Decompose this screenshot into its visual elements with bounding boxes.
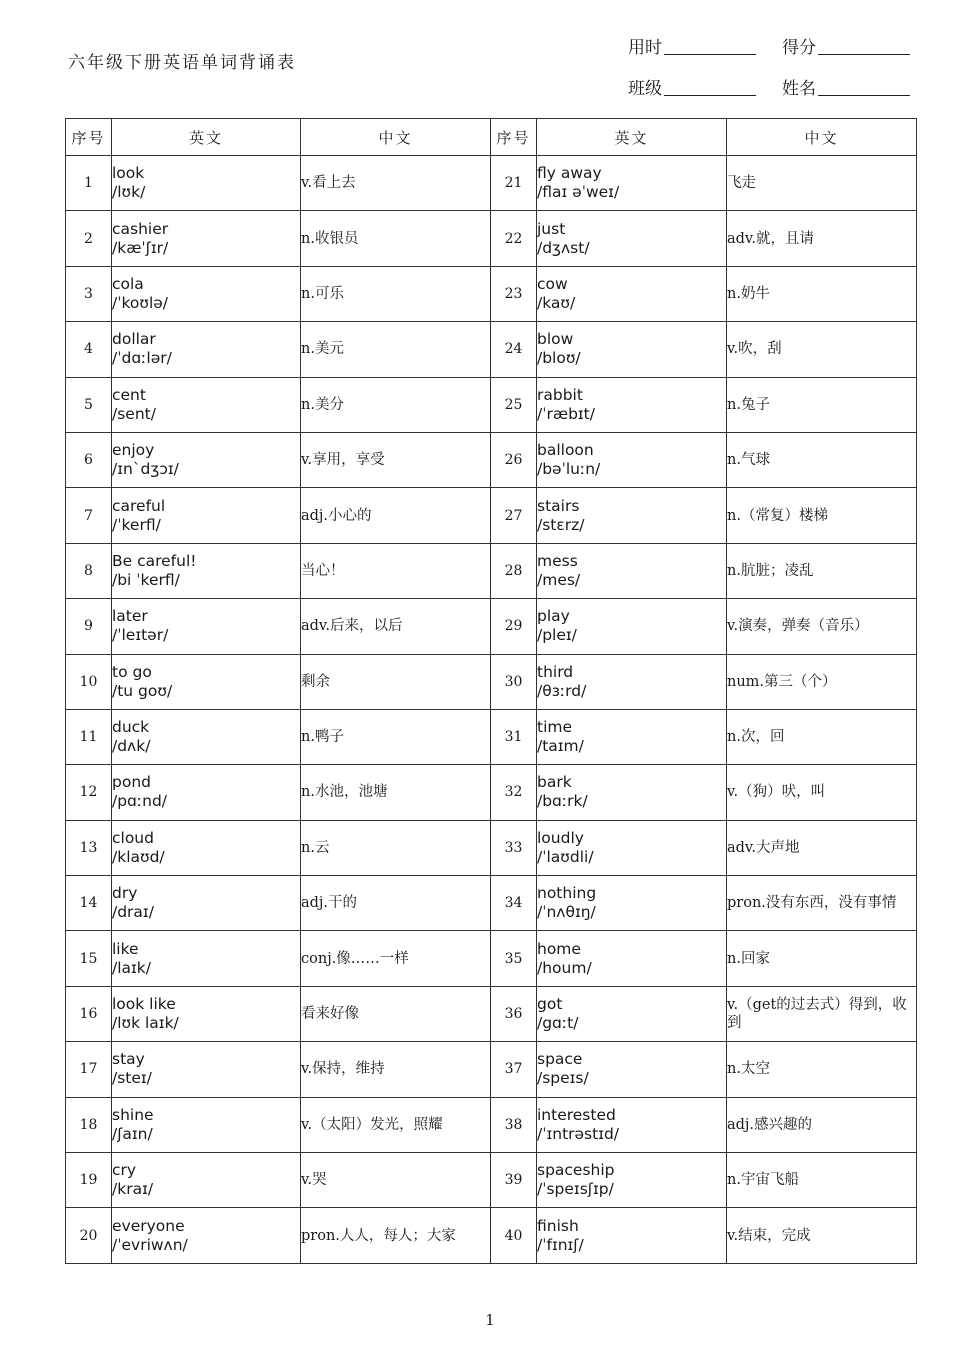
english-word: like: [112, 939, 139, 958]
english-cell: [537, 1153, 727, 1208]
word-number: 30: [491, 654, 537, 709]
phonetic: /bloʊ/: [537, 349, 581, 368]
chinese-meaning: v.（get的过去式）得到，收到: [727, 986, 917, 1041]
english-word: cent: [112, 385, 146, 404]
english-word: mess: [537, 551, 578, 570]
chinese-meaning: n.兔子: [727, 377, 917, 432]
header-en-right: 英文: [537, 119, 727, 156]
phonetic: /ˈnʌθɪŋ/: [537, 903, 596, 922]
english-word: everyone: [112, 1216, 185, 1235]
header-en-left: 英文: [112, 119, 301, 156]
english-cell: [537, 211, 727, 266]
table-row: [66, 322, 917, 377]
chinese-meaning: conj.像……一样: [301, 931, 491, 986]
chinese-meaning: v.看上去: [301, 156, 491, 211]
table-row: [66, 543, 917, 598]
english-cell: [537, 488, 727, 543]
word-number: 3: [66, 266, 112, 321]
english-word: play: [537, 607, 570, 626]
word-number: 26: [491, 432, 537, 487]
word-number: 20: [66, 1208, 112, 1263]
word-number: 33: [491, 820, 537, 875]
phonetic: /kæˈʃɪr/: [112, 238, 169, 257]
chinese-meaning: v.哭: [301, 1153, 491, 1208]
word-number: 19: [66, 1153, 112, 1208]
english-word: to go: [112, 662, 152, 681]
phonetic: /bi ˈkerfl/: [112, 570, 180, 589]
english-word: got: [537, 995, 563, 1014]
english-cell: [112, 654, 301, 709]
english-cell: [537, 820, 727, 875]
phonetic: /bɑːrk/: [537, 792, 588, 811]
english-word: look: [112, 164, 145, 183]
phonetic: /taɪm/: [537, 737, 584, 756]
table-row: [66, 986, 917, 1041]
english-word: later: [112, 607, 148, 626]
table-row: [66, 876, 917, 931]
word-number: 39: [491, 1153, 537, 1208]
english-word: nothing: [537, 884, 597, 903]
english-word: third: [537, 662, 574, 681]
word-number: 7: [66, 488, 112, 543]
phonetic: /flaɪ əˈweɪ/: [537, 183, 620, 202]
english-cell: [537, 599, 727, 654]
english-word: careful: [112, 496, 166, 515]
phonetic: /houm/: [537, 958, 592, 977]
english-cell: [537, 543, 727, 598]
english-cell: [537, 322, 727, 377]
english-word: shine: [112, 1105, 154, 1124]
english-cell: [537, 765, 727, 820]
english-word: Be careful!: [112, 551, 197, 570]
chinese-meaning: n.美分: [301, 377, 491, 432]
phonetic: /ˈkerfl/: [112, 515, 161, 534]
name-label: 姓名: [782, 79, 816, 99]
class-label: 班级: [628, 79, 662, 99]
page-number: 1: [485, 1311, 495, 1329]
phonetic: /ɪnˋdʒɔɪ/: [112, 460, 179, 479]
english-word: stay: [112, 1050, 145, 1069]
english-word: enjoy: [112, 441, 155, 460]
phonetic: /lʊk laɪk/: [112, 1014, 179, 1033]
word-number: 10: [66, 654, 112, 709]
chinese-meaning: n.（常复）楼梯: [727, 488, 917, 543]
word-number: 31: [491, 709, 537, 764]
table-row: [66, 488, 917, 543]
phonetic: /klaʊd/: [112, 847, 165, 866]
english-word: space: [537, 1050, 583, 1069]
chinese-meaning: 看来好像: [301, 986, 491, 1041]
time-field: [628, 33, 756, 58]
phonetic: /speɪs/: [537, 1069, 589, 1088]
chinese-meaning: n.宇宙飞船: [727, 1153, 917, 1208]
chinese-meaning: pron.人人，每人；大家: [301, 1208, 491, 1263]
english-cell: [537, 1208, 727, 1263]
chinese-meaning: adj.感兴趣的: [727, 1097, 917, 1152]
phonetic: /ˈevriwʌn/: [112, 1235, 188, 1254]
english-cell: [112, 765, 301, 820]
english-cell: [537, 931, 727, 986]
english-word: balloon: [537, 441, 594, 460]
phonetic: /bəˈluːn/: [537, 460, 601, 479]
word-number: 35: [491, 931, 537, 986]
english-cell: [537, 1042, 727, 1097]
chinese-meaning: adv.后来，以后: [301, 599, 491, 654]
english-word: stairs: [537, 496, 580, 515]
table-row: [66, 654, 917, 709]
english-cell: [112, 599, 301, 654]
header-zh-right: 中文: [727, 119, 917, 156]
phonetic: /sent/: [112, 404, 156, 423]
worksheet-title: 六年级下册英语单词背诵表: [68, 53, 296, 73]
phonetic: /dʒʌst/: [537, 238, 590, 257]
chinese-meaning: n.次，回: [727, 709, 917, 764]
english-cell: [112, 432, 301, 487]
chinese-meaning: n.回家: [727, 931, 917, 986]
english-word: duck: [112, 718, 150, 737]
english-cell: [112, 488, 301, 543]
table-header-row: [66, 119, 917, 156]
word-number: 22: [491, 211, 537, 266]
english-word: home: [537, 939, 581, 958]
word-number: 18: [66, 1097, 112, 1152]
english-cell: [112, 1153, 301, 1208]
word-number: 16: [66, 986, 112, 1041]
word-number: 17: [66, 1042, 112, 1097]
english-cell: [537, 432, 727, 487]
table-row: [66, 211, 917, 266]
class-field: [628, 74, 756, 99]
english-word: rabbit: [537, 385, 583, 404]
phonetic: /lʊk/: [112, 183, 146, 202]
chinese-meaning: n.水池，池塘: [301, 765, 491, 820]
phonetic: /kaʊ/: [537, 293, 576, 312]
phonetic: /steɪ/: [112, 1069, 152, 1088]
english-cell: [537, 156, 727, 211]
english-word: spaceship: [537, 1161, 615, 1180]
score-field: [782, 33, 910, 58]
header-num-left: 序号: [66, 119, 112, 156]
word-number: 9: [66, 599, 112, 654]
english-word: cry: [112, 1161, 137, 1180]
word-number: 32: [491, 765, 537, 820]
phonetic: /ʃaɪn/: [112, 1124, 153, 1143]
english-word: time: [537, 718, 573, 737]
phonetic: /kraɪ/: [112, 1180, 154, 1199]
english-word: cloud: [112, 828, 154, 847]
chinese-meaning: v.吹，刮: [727, 322, 917, 377]
word-number: 27: [491, 488, 537, 543]
phonetic: /ˈɪntrəstɪd/: [537, 1124, 620, 1143]
phonetic: /ˈkoʊlə/: [112, 293, 169, 312]
score-blank: [818, 54, 910, 55]
word-number: 5: [66, 377, 112, 432]
english-word: interested: [537, 1105, 616, 1124]
english-word: cashier: [112, 219, 169, 238]
english-cell: [537, 377, 727, 432]
chinese-meaning: v.（太阳）发光，照耀: [301, 1097, 491, 1152]
phonetic: /ˈfɪnɪʃ/: [537, 1235, 584, 1254]
english-word: dollar: [112, 330, 156, 349]
word-number: 34: [491, 876, 537, 931]
table-row: [66, 1097, 917, 1152]
english-word: pond: [112, 773, 151, 792]
phonetic: /ˈspeɪsʃɪp/: [537, 1180, 614, 1199]
chinese-meaning: n.肮脏；凌乱: [727, 543, 917, 598]
table-row: [66, 765, 917, 820]
word-number: 6: [66, 432, 112, 487]
chinese-meaning: pron.没有东西，没有事情: [727, 876, 917, 931]
word-number: 11: [66, 709, 112, 764]
table-row: [66, 820, 917, 875]
chinese-meaning: n.奶牛: [727, 266, 917, 321]
english-word: just: [537, 219, 566, 238]
chinese-meaning: adv.就，且请: [727, 211, 917, 266]
header-num-right: 序号: [491, 119, 537, 156]
word-number: 25: [491, 377, 537, 432]
name-blank: [818, 95, 910, 96]
chinese-meaning: n.云: [301, 820, 491, 875]
chinese-meaning: 剩余: [301, 654, 491, 709]
chinese-meaning: 当心！: [301, 543, 491, 598]
phonetic: /dʌk/: [112, 737, 151, 756]
table-row: [66, 432, 917, 487]
english-word: dry: [112, 884, 138, 903]
english-cell: [112, 931, 301, 986]
english-cell: [112, 543, 301, 598]
word-number: 24: [491, 322, 537, 377]
english-cell: [537, 1097, 727, 1152]
chinese-meaning: adj.小心的: [301, 488, 491, 543]
english-cell: [112, 709, 301, 764]
chinese-meaning: n.气球: [727, 432, 917, 487]
phonetic: /pɑːnd/: [112, 792, 168, 811]
word-number: 23: [491, 266, 537, 321]
class-blank: [664, 95, 756, 96]
chinese-meaning: adv.大声地: [727, 820, 917, 875]
english-cell: [112, 1208, 301, 1263]
table-row: [66, 156, 917, 211]
time-blank: [664, 54, 756, 55]
word-number: 37: [491, 1042, 537, 1097]
word-number: 36: [491, 986, 537, 1041]
word-number: 1: [66, 156, 112, 211]
phonetic: /mes/: [537, 570, 581, 589]
english-cell: [112, 876, 301, 931]
word-number: 40: [491, 1208, 537, 1263]
word-number: 2: [66, 211, 112, 266]
phonetic: /ˈdɑːlər/: [112, 349, 172, 368]
header-zh-left: 中文: [301, 119, 491, 156]
time-label: 用时: [628, 38, 662, 58]
chinese-meaning: 飞走: [727, 156, 917, 211]
english-cell: [112, 1042, 301, 1097]
english-word: loudly: [537, 828, 584, 847]
phonetic: /pleɪ/: [537, 626, 577, 645]
chinese-meaning: n.可乐: [301, 266, 491, 321]
phonetic: /θɜːrd/: [537, 681, 587, 700]
english-word: cow: [537, 274, 568, 293]
english-word: finish: [537, 1216, 579, 1235]
chinese-meaning: n.美元: [301, 322, 491, 377]
table-row: [66, 709, 917, 764]
phonetic: /ˈræbɪt/: [537, 404, 595, 423]
phonetic: /tu goʊ/: [112, 681, 173, 700]
chinese-meaning: v.享用，享受: [301, 432, 491, 487]
phonetic: /stɛrz/: [537, 515, 585, 534]
english-cell: [112, 266, 301, 321]
table-row: [66, 1042, 917, 1097]
word-number: 8: [66, 543, 112, 598]
table-row: [66, 377, 917, 432]
score-label: 得分: [782, 38, 816, 58]
english-cell: [112, 211, 301, 266]
chinese-meaning: v.保持，维持: [301, 1042, 491, 1097]
table-row: [66, 931, 917, 986]
vocabulary-table: [65, 118, 917, 1264]
english-cell: [537, 266, 727, 321]
table-row: [66, 1208, 917, 1263]
english-word: look like: [112, 995, 176, 1014]
phonetic: /ˈleɪtər/: [112, 626, 169, 645]
word-number: 21: [491, 156, 537, 211]
english-cell: [112, 156, 301, 211]
name-field: [782, 74, 910, 99]
phonetic: /laɪk/: [112, 958, 151, 977]
chinese-meaning: n.太空: [727, 1042, 917, 1097]
english-cell: [112, 377, 301, 432]
table-row: [66, 266, 917, 321]
chinese-meaning: n.收银员: [301, 211, 491, 266]
chinese-meaning: num.第三（个）: [727, 654, 917, 709]
english-word: blow: [537, 330, 574, 349]
english-cell: [112, 820, 301, 875]
table-row: [66, 1153, 917, 1208]
phonetic: /ˈlaʊdli/: [537, 847, 594, 866]
english-cell: [112, 322, 301, 377]
word-number: 13: [66, 820, 112, 875]
english-word: cola: [112, 274, 144, 293]
chinese-meaning: n.鸭子: [301, 709, 491, 764]
phonetic: /gɑːt/: [537, 1014, 579, 1033]
word-number: 38: [491, 1097, 537, 1152]
word-number: 4: [66, 322, 112, 377]
chinese-meaning: adj.干的: [301, 876, 491, 931]
english-cell: [112, 1097, 301, 1152]
english-cell: [112, 986, 301, 1041]
word-number: 12: [66, 765, 112, 820]
english-cell: [537, 654, 727, 709]
table-row: [66, 599, 917, 654]
phonetic: /draɪ/: [112, 903, 154, 922]
word-number: 29: [491, 599, 537, 654]
english-word: bark: [537, 773, 572, 792]
english-cell: [537, 709, 727, 764]
chinese-meaning: v.演奏，弹奏（音乐）: [727, 599, 917, 654]
english-cell: [537, 876, 727, 931]
chinese-meaning: v.结束，完成: [727, 1208, 917, 1263]
word-number: 14: [66, 876, 112, 931]
word-number: 15: [66, 931, 112, 986]
chinese-meaning: v.（狗）吠，叫: [727, 765, 917, 820]
english-word: fly away: [537, 164, 602, 183]
word-number: 28: [491, 543, 537, 598]
english-cell: [537, 986, 727, 1041]
